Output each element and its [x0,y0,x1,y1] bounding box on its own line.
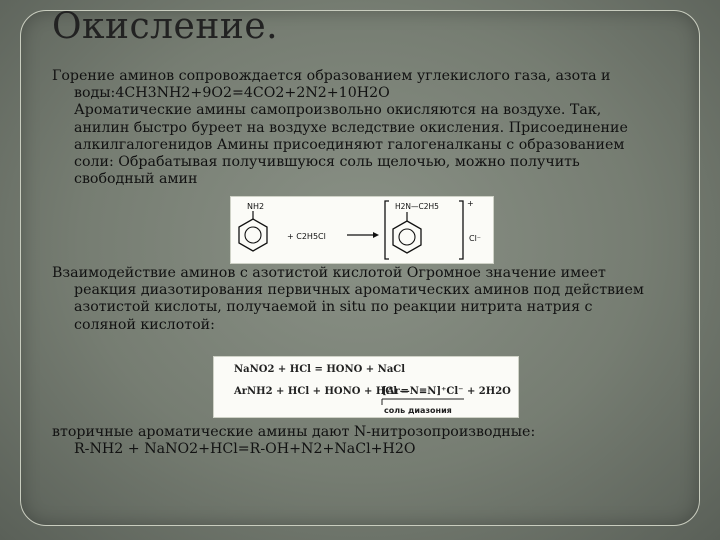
text-line: Ароматические амины самопроизвольно окисляются на воздухе. Так, [74,102,602,119]
text-line: воды:4CH3NH2+9O2=4CO2+2N2+10H2O [74,85,390,102]
diazotization-reaction-image [213,356,519,418]
paragraph-diazotization [52,265,667,334]
text-line: R-NH2 + NaNO2+HCl=R-OH+N2+NaCl+H2O [74,441,416,458]
text-line: реакция диазотирования первичных ароматических аминов под действием [74,282,644,299]
text-line: алкилгалогенидов Амины присоединяют галогеналканы с образованием [74,136,625,153]
amino-group-label: NH2 [247,202,265,211]
paragraph-secondary-amines [52,424,667,458]
reagent-label: + C2H5Cl [287,232,326,241]
paragraph-combustion [52,68,667,188]
text-line: анилин быстро буреет на воздухе вследствие окисления. Присоединение [74,119,628,136]
text-line: соли: Обрабатывая получившуюся соль щелочью, можно получить [74,154,580,171]
text-line: свободный амин [74,171,198,188]
diazotization-scheme [214,357,518,417]
alkylation-reaction-image [230,196,494,264]
alkylation-scheme [231,197,493,263]
chloride-anion-label: Cl⁻ [469,234,482,243]
equation-diazotization-left: ArNH2 + HCl + HONO + HCl = [234,386,409,397]
text-line: азотистой кислоты, получаемой in situ по реакции нитрита натрия с [74,299,593,316]
slide-title: Окисление. [52,6,279,47]
text-line: вторичные ароматические амины дают N-нитрозопроизводные: [52,424,536,440]
ethylammonium-label: H2N—C2H5 [395,202,439,211]
text-line: соляной кислотой: [74,316,215,333]
diazonium-salt-caption: соль диазония [384,406,452,415]
charge-plus: + [467,199,474,208]
text-line: Взаимодействие аминов с азотистой кислотой Огромное значение имеет [52,265,606,281]
text-line: Горение аминов сопровождается образованием углекислого газа, азота и [52,68,611,84]
equation-diazotization-right: [Ar—N≡N]⁺Cl⁻ + 2H2O [382,386,511,397]
equation-nitrous-acid: NaNO2 + HCl = HONO + NaCl [234,364,406,375]
